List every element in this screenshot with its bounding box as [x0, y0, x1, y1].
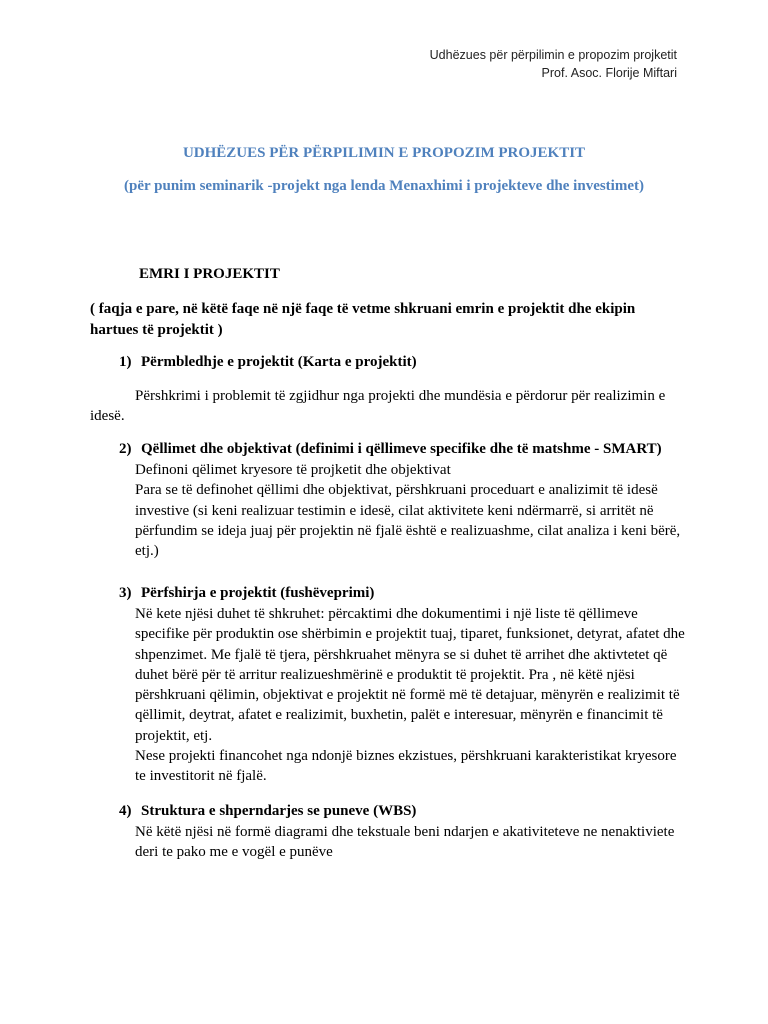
section-title: Struktura e shperndarjes se puneve (WBS)	[141, 803, 417, 819]
section-3-paragraph: Nese projekti financohet nga ndonjë biznes ekzistues, përshkruani karakteristikat kryesore te investitorit në fjalë.	[135, 748, 677, 785]
section-title: Qëllimet dhe objektivat (definimi i qëllimeve specifike dhe të matshme - SMART)	[141, 441, 662, 457]
document-title: UDHËZUES PËR PËRPILIMIN E PROPOZIM PROJEKTIT	[182, 145, 586, 161]
header-author: Prof. Asoc. Florije Miftari	[541, 66, 677, 80]
section-title: Përfshirja e projektit (fushëveprimi)	[141, 585, 375, 601]
section-2-paragraph: Definoni qëlimet kryesore të projketit dhe objektivat	[135, 462, 451, 478]
section-number: 1)	[119, 354, 132, 370]
section-4-heading	[119, 801, 416, 821]
section-number: 2)	[119, 441, 132, 457]
section-3-paragraph: Në kete njësi duhet të shkruhet: përcaktimi dhe dokumentimi i një liste të qëllimeve specifike për produktin ose shërbimin e projektit tuaj, tiparet, funksionet, detyrat, afatet dhe shpenzimet. Me fjalë të tjera, përshkruahet mënyra se si duhet të arrihet dhe aktivtetet që duhet bërë për të arritur realizueshmërinë e produktit të projektit. Pra , në këtë njësi përshkruani qëlimin, objektivat e projektit në formë më të detajuar, mënyrën e realizimit të qëllimit, deytrat, afatet e realizimit, buxhetin, palët e interesuar, mënyrën e financimit të projektit, etj.	[135, 606, 685, 744]
section-3-heading	[119, 583, 374, 603]
section-number: 4)	[119, 803, 132, 819]
header-title: Udhëzues për përpilimin e propozim projketit	[429, 48, 677, 62]
section-2-heading	[119, 439, 662, 459]
section-2-body	[135, 460, 690, 561]
project-name-note: ( faqja e pare, në këtë faqe në një faqe të vetme shkruani emrin e projektit dhe ekipin hartues të projektit )	[90, 301, 636, 338]
page-header	[430, 46, 677, 82]
section-number: 3)	[119, 585, 132, 601]
section-1-heading	[119, 352, 417, 372]
section-title: Përmbledhje e projektit (Karta e projektit)	[141, 354, 417, 370]
document-subtitle: (për punim seminarik -projekt nga lenda Menaxhimi i projekteve dhe investimet)	[124, 178, 644, 194]
section-2-paragraph: Para se të definohet qëllimi dhe objektivat, përshkruani proceduart e analizimit të idesë investive (si keni realizuar testimin e idesë, cilat aktivitete keni ndërmarrë, si arritët në përfundim se ideja juaj për projektin në fjalë është e realizuashme, cilat analiza i keni bërë, etj.)	[135, 482, 681, 560]
project-name-heading: EMRI I PROJEKTIT	[139, 266, 280, 282]
section-1-body: Përshkrimi i problemit të zgjidhur nga projekti dhe mundësia e përdorur për realizimin e idesë.	[90, 388, 666, 425]
section-3-body	[135, 604, 690, 787]
section-4-body: Në këtë njësi në formë diagrami dhe tekstuale beni ndarjen e akativiteteve ne nenaktiviete deri te pako me e vogël e punëve	[135, 824, 675, 861]
